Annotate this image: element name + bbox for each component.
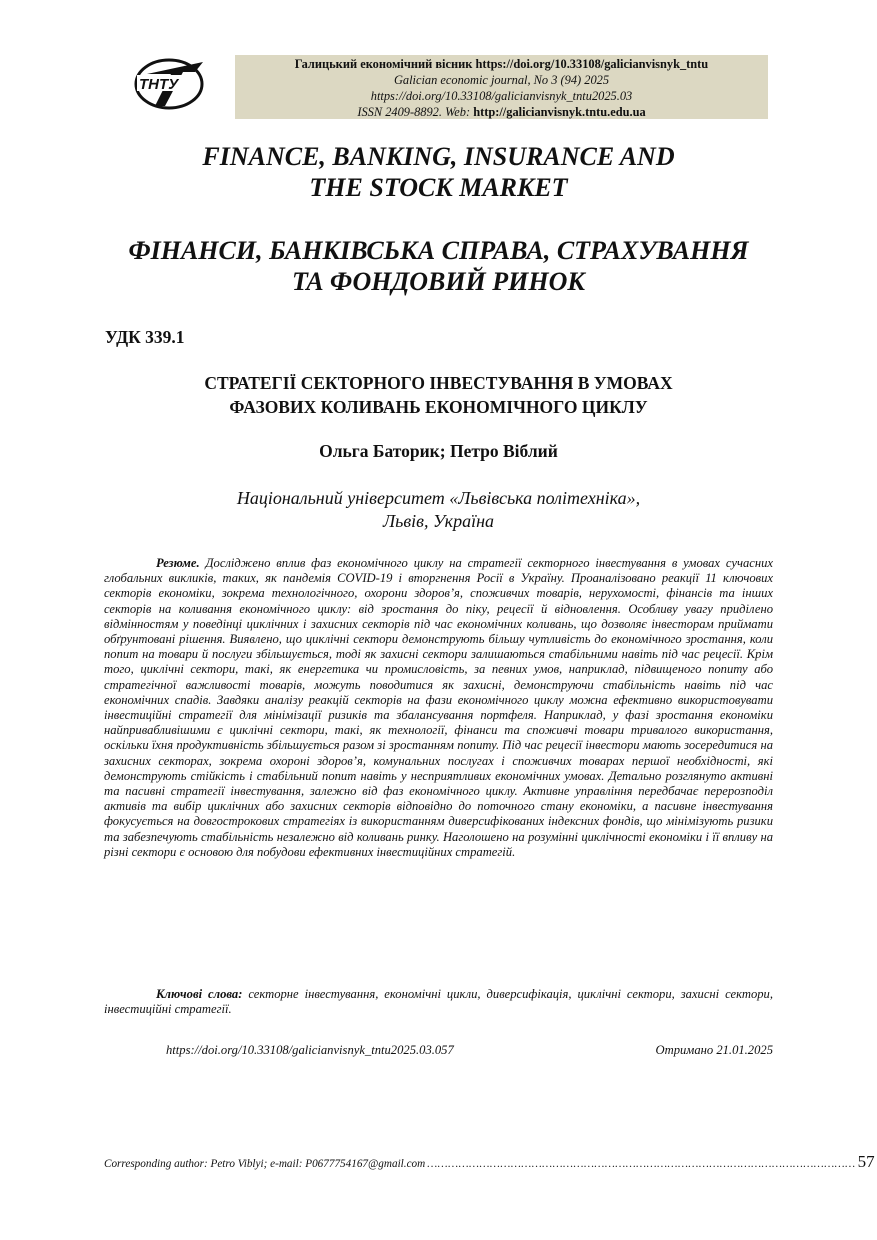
journal-issn-line xyxy=(235,104,768,120)
footer-leader-dots: …………………………………………………………………………………………………………… xyxy=(427,1158,856,1170)
article-title-line1: СТРАТЕГІЇ СЕКТОРНОГО ІНВЕСТУВАННЯ В УМОВАХ xyxy=(204,373,673,393)
section-heading-en xyxy=(100,141,777,203)
article-title-line2: ФАЗОВИХ КОЛИВАНЬ ЕКОНОМІЧНОГО ЦИКЛУ xyxy=(229,397,648,417)
section-heading-ua xyxy=(100,235,777,297)
keywords-text: секторне інвестування, економічні цикли, диверсифікація, циклічні сектори, захисні сектори, інвестиційні стратегії. xyxy=(104,987,774,1017)
section-ua-line1: ФІНАНСИ, БАНКІВСЬКА СПРАВА, СТРАХУВАННЯ xyxy=(128,236,749,265)
received-date: Отримано 21.01.2025 xyxy=(655,1043,773,1057)
logo-text: ТНТУ xyxy=(139,76,179,93)
article-title xyxy=(100,371,777,419)
section-en-line2: THE STOCK MARKET xyxy=(309,173,568,202)
abstract-label: Резюме. xyxy=(156,556,200,570)
section-ua-line2: ТА ФОНДОВИЙ РИНОК xyxy=(291,267,586,296)
keywords xyxy=(104,987,773,1017)
keywords-label: Ключові слова: xyxy=(156,987,243,1001)
tntu-logo xyxy=(133,54,209,112)
page-number: 57 xyxy=(857,1152,875,1171)
issn-text: ISSN 2409-8892. Web: xyxy=(357,105,471,119)
journal-title-line: Галицький економічний вісник https://doi.org/10.33108/galicianvisnyk_tntu xyxy=(294,57,709,71)
section-en-line1: FINANCE, BANKING, INSURANCE AND xyxy=(202,142,675,171)
corresponding-author: Corresponding author: Petro Viblyi; e-mail: P0677754167@gmail.com xyxy=(104,1158,426,1170)
abstract-text: Досліджено вплив фаз економічного циклу на стратегії секторного інвестування в умовах сучасних глобальних викликів, таких, як пандемія COVID-19 і вторгнення Росії в Україну. Проаналізовано реакції 11 ключових секторів економіки, зокрема технологічного, охорони здоров’я, споживчих товарів, нерухомості, фінансів та інших секторів на коливання економічного циклу: від зростання до піку, рецесії й відновлення. Особливу увагу приділено відмінностям у поведінці циклічних і захисних секторів під час економічних коливань, що дозволяє інвесторам приймати обґрунтовані рішення. Виявлено, що циклічні сектори демонструють більшу чутливість до економічного зростання, коли попит на товари й послуги збільшується, тоді як захисні сектори залишаються стабільними навіть під час рецесії. Крім того, циклічні сектори, такі, як енергетика чи промисловість, за певних умов, наприклад, підвищеного попиту або стратегічної важливості товарів, можуть поводитися як захисні, демонструючи стабільність навіть під час економічних спадів. Завдяки аналізу реакцій секторів на фази економічного циклу можна ефективно використовувати інвестиційні стратегії для мінімізації ризиків та збалансування портфеля. Наприклад, у фазі зростання економіки найпривабливішими є циклічні сектори, такі, як технології, фінанси та споживчі товари тривалого використання, оскільки їхня продуктивність збільшується разом зі зростанням попиту. Під час рецесії інвестори мають зосередитися на захисних секторах, зокрема охороні здоров’я, комунальних послугах і споживчих товарах першої необхідності, які демонструють стійкість і стабільний попит навіть у несприятливих економічних умовах. Детально розглянуто активні та пасивні стратегії інвестування, залежно від фаз економічного циклу. Активне управління передбачає перерозподіл активів та вибір циклічних або захисних секторів відповідно до поточного стану економіки, а пасивне інвестування фокусується на довгострокових стратегіях із використанням диверсифікованих індексних фондів, що мінімізують ризики та забезпечують стабільність незалежно від коливань ринку. Наголошено на розумінні циклічності економіки і її впливу на різні сектори є основою для побудови ефективних інвестиційних стратегій. xyxy=(104,556,773,859)
abstract xyxy=(104,556,773,860)
journal-header xyxy=(235,55,768,119)
journal-web-link[interactable]: http://galicianvisnyk.tntu.edu.ua xyxy=(473,105,646,119)
udk-code: УДК 339.1 xyxy=(105,327,185,347)
affiliation xyxy=(100,487,777,533)
affiliation-line2: Львів, Україна xyxy=(382,511,495,531)
page-footer xyxy=(104,1152,875,1172)
journal-doi-line: https://doi.org/10.33108/galicianvisnyk_tntu2025.03 xyxy=(370,89,633,103)
affiliation-line1: Національний університет «Львівська політехніка», xyxy=(236,488,641,508)
article-doi-link[interactable]: https://doi.org/10.33108/galicianvisnyk_tntu2025.03.057 xyxy=(166,1043,454,1057)
journal-issue-line: Galician economic journal, No 3 (94) 2025 xyxy=(393,73,610,87)
authors: Ольга Баторик; Петро Віблий xyxy=(319,441,558,461)
